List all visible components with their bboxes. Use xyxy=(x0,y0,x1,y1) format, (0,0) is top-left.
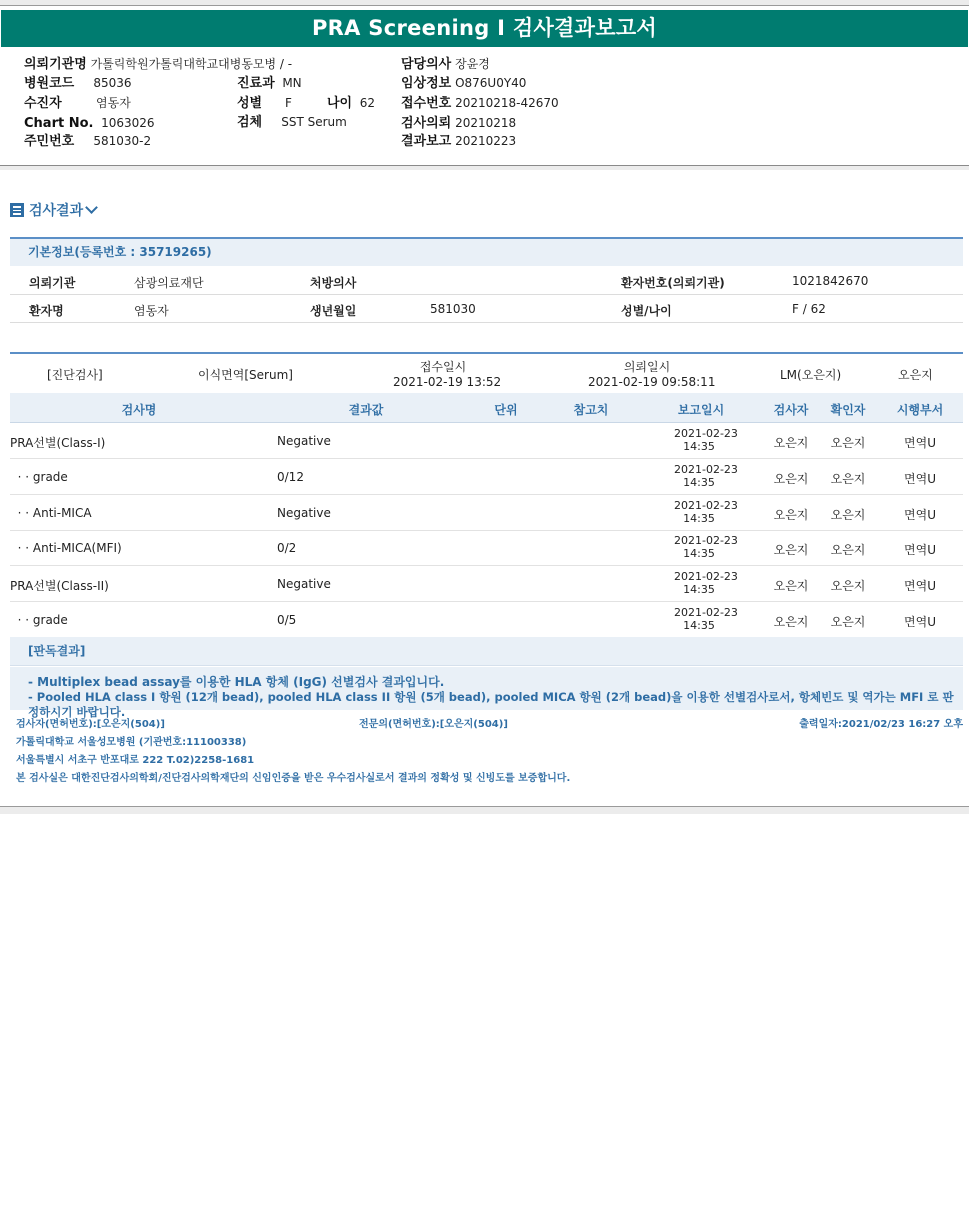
header-field-reported: 결과보고 20210223 xyxy=(401,134,517,149)
result-checker: 오은지 xyxy=(830,579,866,593)
info-value-patient-no: 1021842670 xyxy=(792,274,869,288)
footer-address: 서울특별시 서초구 반포대로 222 T.02)2258-1681 xyxy=(16,755,255,766)
header-field-referral-org: 의뢰기관명 가톨릭학원가톨릭대학교대병동모병 / - xyxy=(24,57,293,72)
bottom-band xyxy=(0,807,969,814)
result-tester: 오은지 xyxy=(773,472,809,486)
col-header-dept: 시행부서 xyxy=(896,403,944,417)
info-label-org: 의뢰기관 xyxy=(29,276,76,290)
table-row xyxy=(10,495,963,531)
result-test-name: PRA선별(Class-I) xyxy=(10,436,106,450)
basic-info-row xyxy=(10,267,963,295)
report-title: PRA Screening I 검사결과보고서 xyxy=(1,10,968,47)
exam-received-label: 접수일시 xyxy=(419,360,467,374)
table-row xyxy=(10,566,963,602)
header-field-doctor: 담당의사 장윤경 xyxy=(401,57,490,72)
exam-received-value: 2021-02-19 13:52 xyxy=(393,375,502,389)
result-test-name: · · grade xyxy=(10,470,68,484)
result-value: 0/2 xyxy=(277,541,297,555)
result-report-date: 2021-02-23 14:35 xyxy=(674,534,738,560)
exam-requested-label: 의뢰일시 xyxy=(623,360,671,374)
result-dept: 면역U xyxy=(904,436,936,450)
result-dept: 면역U xyxy=(904,472,936,486)
result-report-date: 2021-02-23 14:35 xyxy=(674,499,738,525)
exam-person: 오은지 xyxy=(898,368,933,382)
table-row xyxy=(10,530,963,566)
info-value-org: 삼광의료재단 xyxy=(134,276,204,290)
col-header-reference: 참고치 xyxy=(573,403,609,417)
info-value-birthdate: 581030 xyxy=(430,302,476,316)
top-rule-line xyxy=(0,5,969,6)
exam-summary xyxy=(10,352,963,394)
result-dept: 면역U xyxy=(904,615,936,629)
info-value-sex-age: F / 62 xyxy=(792,302,826,316)
result-tester: 오은지 xyxy=(773,579,809,593)
result-value: Negative xyxy=(277,506,331,520)
col-header-checker: 확인자 xyxy=(830,403,866,417)
header-field-specimen: 검체 SST Serum xyxy=(237,115,347,130)
footer-specialist: 전문의(면허번호):[오은지(504)] xyxy=(359,719,508,730)
header-field-hospital-code: 병원코드 85036 xyxy=(24,76,132,91)
result-value: Negative xyxy=(277,577,331,591)
header-field-resident-no: 주민번호 581030-2 xyxy=(24,134,152,149)
info-label-patient-no: 환자번호(의뢰기관) xyxy=(621,276,725,290)
footer-tester: 검사자(면허번호):[오은지(504)] xyxy=(16,719,165,730)
header-field-department: 진료과 MN xyxy=(237,76,302,91)
footer-hospital: 가톨릭대학교 서울성모병원 (기관번호:11100338) xyxy=(16,737,247,748)
result-checker: 오은지 xyxy=(830,436,866,450)
section-title-results[interactable] xyxy=(10,201,96,219)
info-label-sex-age: 성별/나이 xyxy=(621,304,672,318)
result-tester: 오은지 xyxy=(773,543,809,557)
result-dept: 면역U xyxy=(904,508,936,522)
header-field-chart-no: Chart No. 1063026 xyxy=(24,116,155,131)
result-checker: 오은지 xyxy=(830,508,866,522)
exam-specimen: 이식면역[Serum] xyxy=(198,368,293,382)
result-value: 0/12 xyxy=(277,470,304,484)
table-row xyxy=(10,459,963,495)
result-report-date: 2021-02-23 14:35 xyxy=(674,427,738,453)
exam-lab: LM(오은지) xyxy=(780,368,842,382)
result-value: 0/5 xyxy=(277,613,297,627)
footer-printed-date: 출력일자:2021/02/23 16:27 오후 xyxy=(799,719,963,730)
result-dept: 면역U xyxy=(904,543,936,557)
judgement-line-2: - Pooled HLA class I 항원 (12개 bead), pooled HLA class II 항원 (5개 bead), pooled MICA 항원 (2개 bead)을 이용한 선별검사로서, 항체빈도 및 역가는 MFI 로 판정하시기 바랍니다. xyxy=(28,690,954,719)
col-header-tester: 검사자 xyxy=(773,403,809,417)
result-checker: 오은지 xyxy=(830,615,866,629)
result-test-name: PRA선별(Class-II) xyxy=(10,579,109,593)
judgement-body xyxy=(10,667,963,719)
col-header-unit: 단위 xyxy=(494,403,518,417)
header-field-clinical-info: 임상정보 O876U0Y40 xyxy=(401,76,527,91)
header-band xyxy=(0,166,969,170)
result-tester: 오은지 xyxy=(773,508,809,522)
col-header-report-date: 보고일시 xyxy=(677,403,725,417)
result-report-date: 2021-02-23 14:35 xyxy=(674,463,738,489)
header-field-patient: 수진자 염동자 xyxy=(24,96,131,111)
result-report-date: 2021-02-23 14:35 xyxy=(674,570,738,596)
result-checker: 오은지 xyxy=(830,472,866,486)
footer-certification: 본 검사실은 대한진단검사의학회/진단검사의학재단의 신임인증을 받은 우수검사실로서 결과의 정확성 및 신빙도를 보증합니다. xyxy=(16,773,571,784)
result-test-name: · · Anti-MICA(MFI) xyxy=(10,541,122,555)
section-title-label: 검사결과 xyxy=(29,203,84,219)
chevron-down-icon[interactable] xyxy=(85,201,98,214)
result-test-name: · · Anti-MICA xyxy=(10,506,92,520)
result-report-date: 2021-02-23 14:35 xyxy=(674,606,738,632)
exam-requested-value: 2021-02-19 09:58:11 xyxy=(588,375,716,389)
result-checker: 오은지 xyxy=(830,543,866,557)
col-header-result: 결과값 xyxy=(348,403,384,417)
info-value-patient-name: 염동자 xyxy=(134,304,169,318)
info-label-prescriber: 처방의사 xyxy=(310,276,357,290)
list-icon xyxy=(10,203,24,217)
result-tester: 오은지 xyxy=(773,436,809,450)
header-field-requested: 검사의뢰 20210218 xyxy=(401,116,517,131)
judgement-heading: [판독결과] xyxy=(10,637,963,666)
exam-category: [진단검사] xyxy=(47,368,103,382)
result-tester: 오은지 xyxy=(773,615,809,629)
header-field-sex: 성별 F xyxy=(237,96,292,111)
header-field-accession-no: 접수번호 20210218-42670 xyxy=(401,96,559,111)
result-test-name: · · grade xyxy=(10,613,68,627)
result-dept: 면역U xyxy=(904,579,936,593)
results-table-header xyxy=(10,393,963,423)
basic-info-row xyxy=(10,295,963,323)
result-value: Negative xyxy=(277,434,331,448)
basic-info-heading: 기본정보(등록번호 : 35719265) xyxy=(10,237,963,266)
info-label-patient-name: 환자명 xyxy=(29,304,64,318)
judgement-line-1: - Multiplex bead assay를 이용한 HLA 항체 (IgG) 선별검사 결과입니다. xyxy=(28,675,445,689)
info-label-birthdate: 생년월일 xyxy=(310,304,357,318)
col-header-test-name: 검사명 xyxy=(121,403,157,417)
table-row xyxy=(10,423,963,459)
table-row xyxy=(10,602,963,638)
header-field-age: 나이 62 xyxy=(327,96,376,111)
